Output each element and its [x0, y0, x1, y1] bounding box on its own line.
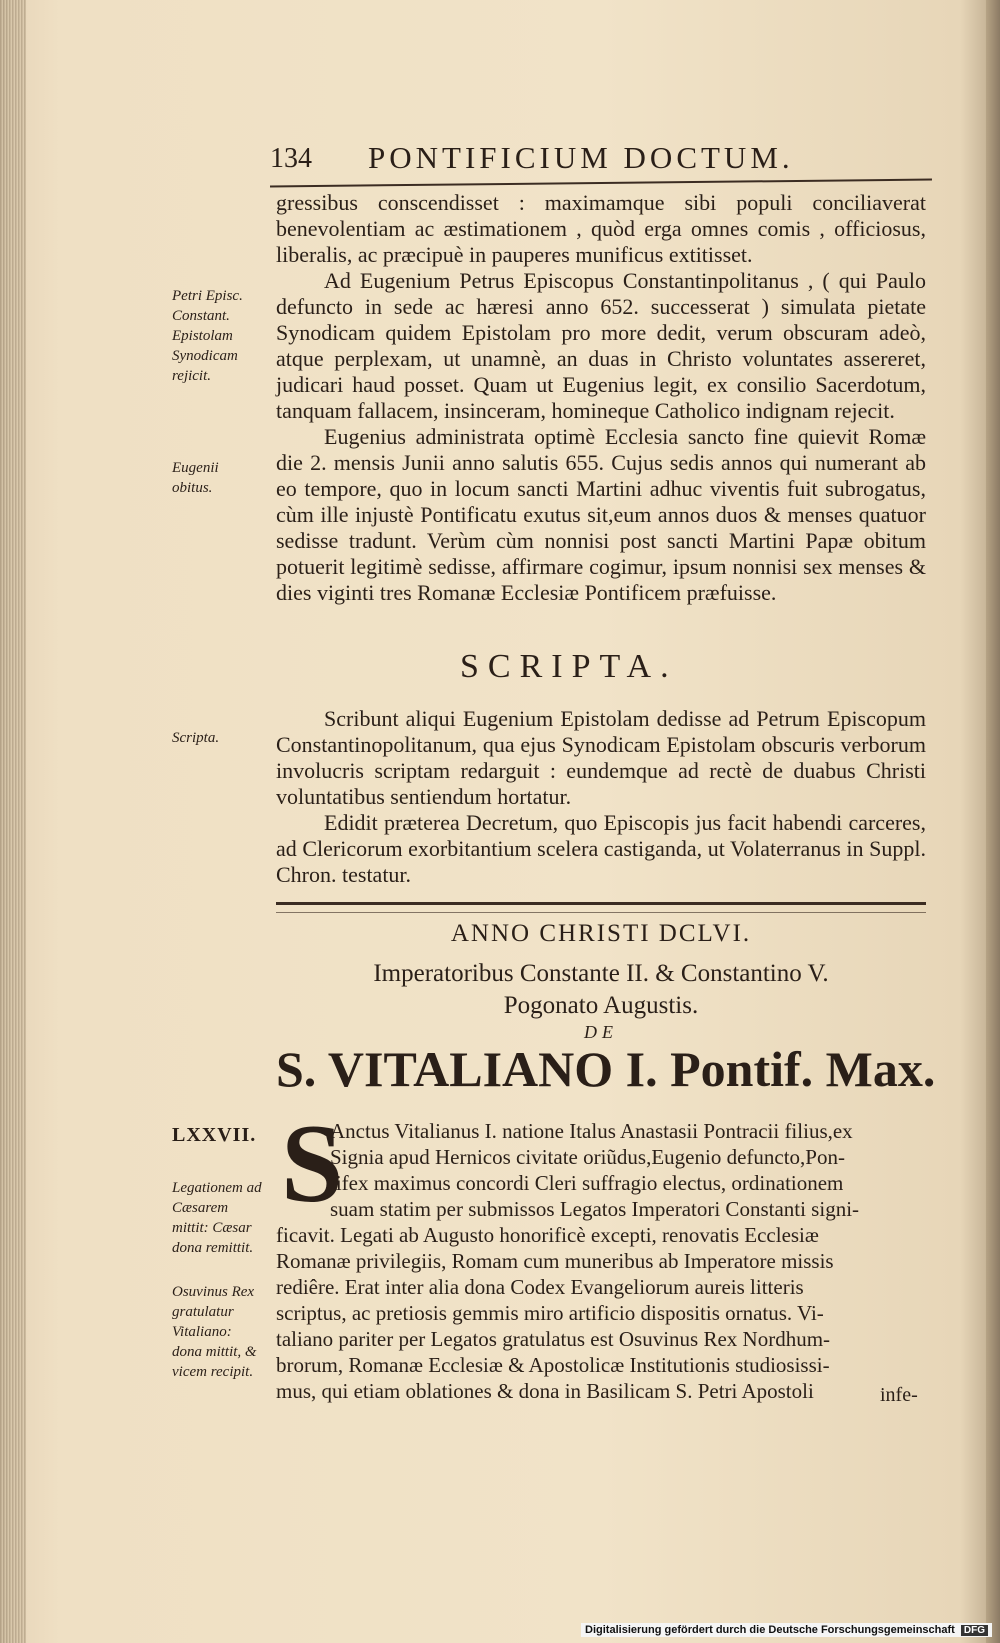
digitization-footer	[581, 1623, 992, 1637]
margin-note-scripta: Scripta.	[172, 730, 220, 746]
text-line: suam statim per submissos Legatos Imperatori Constanti signi-	[330, 1197, 860, 1221]
main-title: S. VITALIANO I. Pontif. Max.	[276, 1041, 936, 1097]
paragraph-scripta-1: Scribunt aliqui Eugenium Epistolam dedisse ad Petrum Episcopum Constantinopolitanum, qua ejus Synodicam Epistolam obscuris verborum involucris scriptam redarguit : eundemque ad rectè de duabus Christi voluntatibus sentiendum hortatur.	[276, 706, 926, 809]
paragraph-obitus: Eugenius administrata optimè Ecclesia sancto fine quievit Romæ die 2. mensis Junii anno salutis 655. Cujus sedis annos qui numerant ab eo tempore, quo in locum sancti Martini adhuc viventis fuit subrogatus, cùm ille injustè Pontificatu exutus sit,eum annos duos & menses quatuor sedisse tradunt. Verùm cùm nonnisi post sancti Martini Papæ obitum potuerit legitimè sedisse, affirmare cogimur, ipsum nonnisi sex menses & dies viginti tres Romanæ Ecclesiæ Pontificem præfuisse.	[276, 424, 926, 605]
text-line: rediêre. Erat inter alia dona Codex Evangeliorum aureis litteris	[276, 1275, 804, 1299]
imperatoribus-line-2: Pogonato Augustis.	[503, 992, 699, 1019]
text-line: Signia apud Hernicos civitate oriũdus,Eugenio defuncto,Pon-	[330, 1145, 845, 1169]
text-line: tifex maximus concordi Cleri suffragio electus, ordinationem	[330, 1171, 844, 1195]
text-line: taliano pariter per Legatos gratulatus est Osuvinus Rex Nordhum-	[276, 1327, 831, 1351]
margin-note-osuvinus: Osuvinus Rex gratulatur Vitaliano: dona mittit, & vicem recipit.	[172, 1284, 257, 1380]
header-rule	[270, 179, 932, 188]
anno-heading: ANNO CHRISTI DCLVI.	[450, 920, 752, 947]
text-line: brorum, Romanæ Ecclesiæ & Apostolicæ Institutionis studiosissi-	[276, 1353, 830, 1377]
imperatoribus-line-1: Imperatoribus Constante II. & Constantino V.	[373, 960, 829, 987]
paragraph-petrus: Ad Eugenium Petrus Episcopus Constantinpolitanus , ( qui Paulo defuncto in sede ac hæresi anno 652. successerat ) simulata pietate Synodicam quidem Epistolam pro more dedit, verum obscuram adeò, atque perplexam, ut unamnè, an duas in Christo voluntates assereret, judicari haud posset. Quam ut Eugenius legit, ex consilio Sacerdotum, tanquam fallacem, insinceram, homineque Catholico indignam rejecit.	[276, 268, 926, 423]
section-divider-thin	[276, 912, 926, 913]
page-number: 134	[270, 143, 312, 174]
text-line: ficavit. Legati ab Augusto honorificè excepti, renovatis Ecclesiæ	[276, 1223, 819, 1247]
text-line: Anctus Vitalianus I. natione Italus Anastasii Pontracii filius,ex	[330, 1119, 853, 1143]
section-divider	[276, 902, 926, 905]
paragraph-scripta-2: Edidit præterea Decretum, quo Episcopis jus facit habendi carceres, ad Clericorum exorbitantium scelera castiganda, ut Volaterranus in Suppl. Chron. testatur.	[276, 810, 926, 887]
main-text-block	[276, 190, 926, 606]
margin-note-petri: Petri Episc. Constant. Epistolam Synodicam rejicit.	[172, 288, 243, 384]
drop-capital: S	[281, 1102, 344, 1226]
text-line: scriptus, ac pretiosis gemmis miro artificio dispositis ornatus. Vi-	[276, 1301, 824, 1325]
text-line: mus, qui etiam oblationes & dona in Basilicam S. Petri Apostoli	[276, 1379, 814, 1403]
imperatoribus-heading	[276, 958, 926, 1022]
dfg-logo: DFG	[961, 1625, 988, 1636]
margin-note-eugenii: Eugenii obitus.	[172, 460, 219, 496]
margin-note-legationem: Legationem ad Cæsarem mittit: Cæsar dona remittit.	[172, 1180, 262, 1256]
text-line: Romanæ privilegiis, Romam cum muneribus ab Imperatore missis	[276, 1249, 834, 1273]
intro-paragraph: gressibus conscendisset : maximamque sibi populi conciliaverat benevolentiam ac æstimationem , quòd erga omnes comis , officiosus, liberalis, ac præcipuè in pauperes munificus extitisset.	[276, 190, 926, 267]
vitaliano-text-block	[276, 1118, 926, 1404]
section-title-scripta: SCRIPTA.	[460, 648, 678, 685]
running-title: PONTIFICIUM DOCTUM.	[368, 140, 794, 175]
catchword: infe-	[880, 1384, 918, 1406]
footer-text: Digitalisierung gefördert durch die Deutsche Forschungsgemeinschaft	[585, 1624, 955, 1636]
de-label: DE	[584, 1022, 618, 1042]
chapter-number: LXXVII.	[172, 1124, 257, 1146]
scripta-text-block	[276, 706, 926, 888]
